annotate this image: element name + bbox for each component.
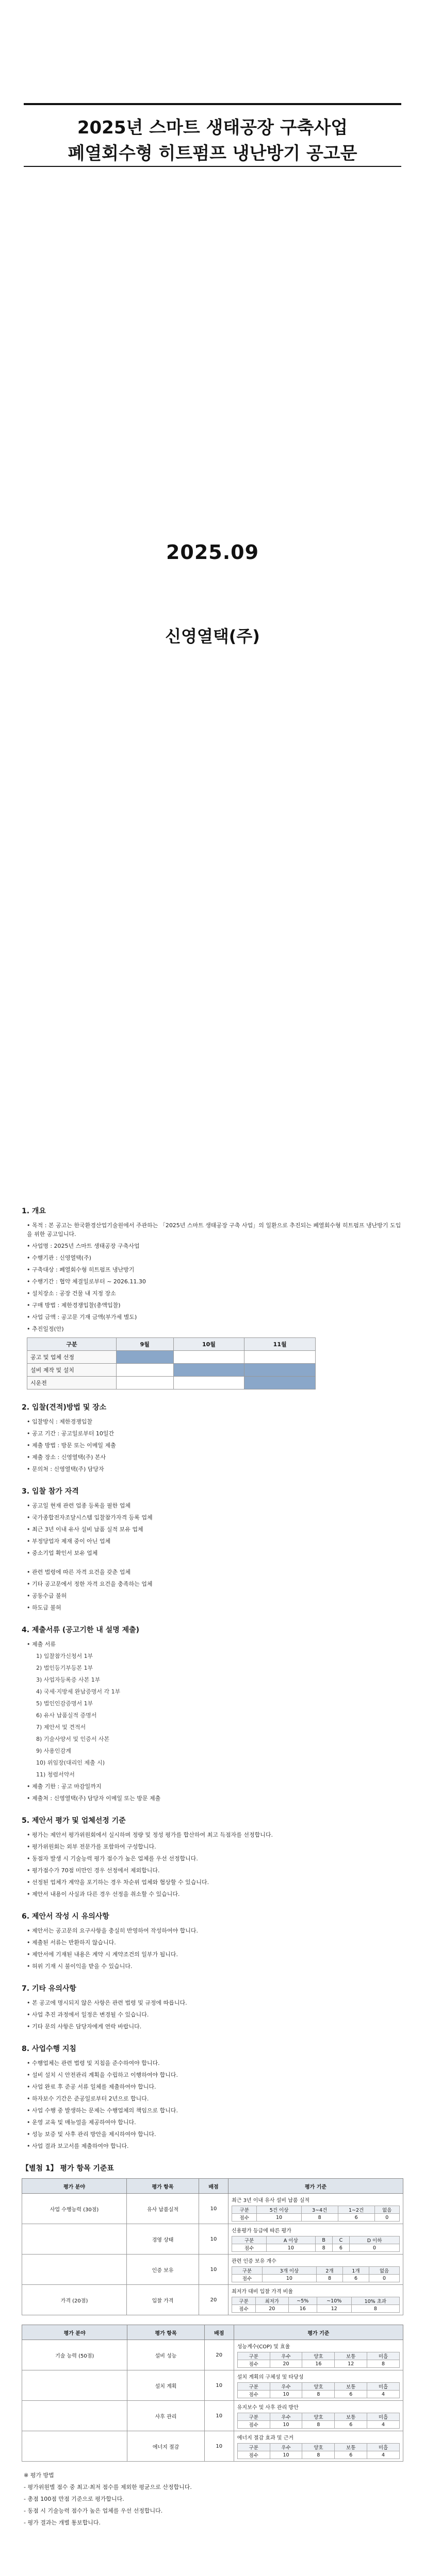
- schedule-bar-active: [244, 1377, 316, 1389]
- score-scale-cell: 8: [302, 2391, 335, 2398]
- bullet-text: • 수행기간 : 협약 체결일로부터 ~ 2026.11.30: [27, 1278, 146, 1285]
- section-4: [22, 1624, 403, 1803]
- schedule-header-cell: 11월: [244, 1338, 316, 1351]
- evaluation-category: [22, 2370, 127, 2401]
- score-scale-cell: 점수: [237, 2360, 270, 2368]
- score-scale-cell: 2개: [316, 2267, 342, 2275]
- score-scale-cell: 점수: [232, 2244, 267, 2252]
- score-scale-cell: 4: [367, 2421, 400, 2429]
- schedule-bar-active: [117, 1351, 174, 1364]
- note-text: - 동점 시 기술능력 점수가 높은 업체를 우선 선정합니다.: [24, 2507, 163, 2514]
- bullet-text: 4) 국세·지방세 완납증명서 각 1부: [36, 1688, 121, 1695]
- evaluation-score: 10: [199, 2194, 228, 2224]
- score-scale-cell: 3~4건: [301, 2206, 338, 2214]
- evaluation-row: [22, 2340, 403, 2370]
- score-scale-table: [232, 2206, 400, 2222]
- note-text: - 총점 100점 만점 기준으로 평가합니다.: [24, 2496, 124, 2502]
- score-scale-cell: 최저가: [255, 2297, 288, 2305]
- score-scale-cell: 16: [302, 2360, 335, 2368]
- bullet-text: • 설비 설치 시 안전관리 계획을 수립하고 이행하여야 합니다.: [27, 2072, 178, 2078]
- bullet-text: • 제출 서류: [27, 1641, 56, 1648]
- cover-page: [0, 0, 425, 1185]
- bullet-text: • 기타 문의 사항은 담당자에게 연락 바랍니다.: [27, 2023, 142, 2030]
- score-scale-cell: 보통: [335, 2383, 367, 2391]
- score-scale-cell: 20: [270, 2360, 302, 2368]
- bullet-text: 5) 법인인감증명서 1부: [36, 1700, 93, 1707]
- score-scale-cell: 6: [335, 2451, 367, 2459]
- evaluation-header-cell: 평가 분야: [22, 2325, 127, 2340]
- section-3: [22, 1486, 403, 1612]
- bullet-text: • 제출 방법 : 방문 또는 이메일 제출: [27, 1442, 116, 1449]
- bullet-text: • 제출된 서류는 반환하지 않습니다.: [27, 1939, 116, 1946]
- score-scale-cell: 구분: [232, 2267, 263, 2275]
- score-scale-cell: 양호: [302, 2352, 335, 2360]
- score-scale-cell: 10: [267, 2244, 315, 2252]
- bullet-text: • 설치장소 : 공장 건물 내 지정 장소: [27, 1290, 116, 1297]
- bullet-text: • 국가종합전자조달시스템 입찰참가자격 등록 업체: [27, 1514, 153, 1521]
- score-scale-cell: 6: [332, 2244, 349, 2252]
- title-bottom-rule: [24, 166, 401, 167]
- bullet-text: • 평가는 제안서 평가위원회에서 실시하며 정량 및 정성 평가를 합산하여 최고 득점자를 선정합니다.: [27, 1832, 273, 1838]
- evaluation-row: [22, 2401, 403, 2431]
- schedule-bar-empty: [173, 1351, 244, 1364]
- score-scale-table: [237, 2443, 400, 2459]
- score-scale-cell: 8: [302, 2421, 335, 2429]
- bullet-text: 2) 법인등기부등본 1부: [36, 1665, 93, 1671]
- section-5: [22, 1815, 403, 1899]
- bullet-text: • 제안서 내용이 사실과 다른 경우 선정을 취소할 수 있습니다.: [27, 1891, 180, 1897]
- score-scale-cell: 4: [367, 2451, 400, 2459]
- schedule-bar-active: [173, 1364, 244, 1377]
- schedule-bar-empty: [117, 1377, 174, 1389]
- bullet-text: • 최근 3년 이내 유사 설비 납품 실적 보유 업체: [27, 1526, 143, 1533]
- score-scale-cell: 구분: [237, 2383, 270, 2391]
- bullet-text: • 구매 방법 : 제한경쟁입찰(총액입찰): [27, 1302, 121, 1309]
- score-scale-cell: 6: [335, 2391, 367, 2398]
- score-scale-cell: 구분: [232, 2297, 256, 2305]
- score-scale-table: [232, 2236, 400, 2252]
- evaluation-table-2: [22, 2325, 403, 2462]
- cover-title-line1: 2025년 스마트 생태공장 구축사업: [77, 117, 348, 138]
- score-scale-cell: 6: [338, 2214, 374, 2222]
- criteria-text: 최근 3년 이내 유사 설비 납품 실적: [232, 2198, 310, 2204]
- schedule-table: [27, 1337, 316, 1389]
- score-scale-cell: 미흡: [367, 2413, 400, 2421]
- bullet-text: • 선정된 업체가 계약을 포기하는 경우 차순위 업체와 협상할 수 있습니다.: [27, 1879, 209, 1886]
- score-scale-cell: 구분: [232, 2236, 267, 2244]
- schedule-header-cell: 구분: [27, 1338, 117, 1351]
- score-scale-cell: 8: [315, 2244, 332, 2252]
- score-scale-cell: 0: [350, 2244, 400, 2252]
- note-text: ※ 평가 방법: [24, 2472, 54, 2479]
- section-heading: 7. 기타 유의사항: [22, 1985, 76, 1993]
- score-scale-cell: D 이하: [350, 2236, 400, 2244]
- cover-organization: 신영열택(주): [165, 626, 260, 646]
- score-scale-cell: 보통: [335, 2352, 367, 2360]
- bullet-text: • 사업명 : 2025년 스마트 생태공장 구축사업: [27, 1243, 140, 1249]
- score-scale-cell: 0: [374, 2214, 399, 2222]
- evaluation-criteria: [228, 2194, 403, 2224]
- annex-title: 【별첨 1】 평가 항목 기준표: [22, 2164, 114, 2173]
- evaluation-item: 사후 관리: [127, 2401, 204, 2431]
- schedule-bar-active: [244, 1364, 316, 1377]
- schedule-task-name: 설비 제작 및 설치: [27, 1364, 117, 1377]
- evaluation-score: 20: [204, 2340, 234, 2370]
- evaluation-score: 20: [199, 2285, 228, 2315]
- evaluation-criteria: [234, 2370, 403, 2401]
- section-heading: 3. 입찰 참가 자격: [22, 1487, 79, 1496]
- score-scale-cell: 구분: [237, 2444, 270, 2451]
- bullet-text: • 사업 수행 중 발생하는 문제는 수행업체의 책임으로 합니다.: [27, 2107, 178, 2114]
- evaluation-row: [22, 2255, 403, 2285]
- schedule-row: [27, 1364, 316, 1377]
- score-scale-cell: 우수: [270, 2383, 302, 2391]
- bullet-text: • 사업 결과 보고서를 제출하여야 합니다.: [27, 2143, 129, 2149]
- section-heading: 8. 사업수행 지침: [22, 2045, 76, 2053]
- score-scale-cell: 4: [367, 2391, 400, 2398]
- schedule-header-cell: 9월: [117, 1338, 174, 1351]
- bullet-text: • 본 공고에 명시되지 않은 사항은 관련 법령 및 규정에 따릅니다.: [27, 1999, 187, 2006]
- score-scale-table: [237, 2413, 400, 2429]
- bullet-text: • 하자보수 기간은 준공일로부터 2년으로 합니다.: [27, 2095, 149, 2102]
- criteria-text: 관련 인증 보유 개수: [232, 2259, 276, 2264]
- criteria-text: 설치 계획의 구체성 및 타당성: [237, 2375, 304, 2380]
- criteria-text: 에너지 절감 효과 및 근거: [237, 2435, 294, 2441]
- criteria-text: 최저가 대비 입찰 가격 비율: [232, 2289, 293, 2295]
- evaluation-score: 10: [204, 2431, 234, 2462]
- evaluation-category: [22, 2431, 127, 2462]
- section-2: [22, 1402, 403, 1473]
- score-scale-cell: 8: [302, 2451, 335, 2459]
- section-heading: 4. 제출서류 (공고기한 내 설명 제출): [22, 1626, 140, 1634]
- score-scale-table: [237, 2352, 400, 2368]
- evaluation-table-1: [22, 2178, 403, 2315]
- bullet-text: 10) 위임장(대리인 제출 시): [36, 1759, 105, 1766]
- bullet-text: • 사업 완료 후 준공 서류 일체를 제출하여야 합니다.: [27, 2083, 156, 2090]
- bullet-text: • 성능 보증 및 사후 관리 방안을 제시하여야 합니다.: [27, 2131, 156, 2138]
- score-scale-cell: 우수: [270, 2444, 302, 2451]
- score-scale-cell: 보통: [335, 2413, 367, 2421]
- score-scale-cell: 없음: [374, 2206, 399, 2214]
- score-scale-cell: 점수: [237, 2421, 270, 2429]
- score-scale-cell: 3개 이상: [262, 2267, 316, 2275]
- score-scale-cell: 미흡: [367, 2352, 400, 2360]
- bullet-text: • 중소기업 확인서 보유 업체: [27, 1550, 98, 1556]
- score-scale-cell: 8: [367, 2360, 400, 2368]
- section-heading: 5. 제안서 평가 및 업체선정 기준: [22, 1817, 126, 1825]
- score-scale-cell: 구분: [237, 2413, 270, 2421]
- bullet-text: • 평가점수가 70점 미만인 경우 선정에서 제외합니다.: [27, 1867, 160, 1874]
- evaluation-criteria: [234, 2401, 403, 2431]
- evaluation-category: 기술 능력 (50점): [22, 2340, 127, 2370]
- score-scale-table: [232, 2266, 400, 2282]
- score-scale-cell: 우수: [270, 2352, 302, 2360]
- score-scale-cell: 양호: [302, 2413, 335, 2421]
- criteria-text: 신용평가 등급에 따른 평가: [232, 2228, 291, 2234]
- evaluation-item: 설치 계획: [127, 2370, 204, 2401]
- schedule-bar-empty: [117, 1364, 174, 1377]
- score-scale-cell: 6: [342, 2275, 369, 2282]
- evaluation-row: [22, 2431, 403, 2462]
- evaluation-score: 10: [199, 2255, 228, 2285]
- cover-date: 2025.09: [166, 541, 259, 564]
- score-scale-table: [232, 2297, 400, 2313]
- score-scale-cell: 10: [270, 2421, 302, 2429]
- section-6: [22, 1911, 403, 1971]
- bullet-text: 1) 입찰참가신청서 1부: [36, 1653, 93, 1659]
- bullet-text: • 공동수급 불허: [27, 1592, 67, 1599]
- schedule-task-name: 시운전: [27, 1377, 117, 1389]
- score-scale-cell: 미흡: [367, 2444, 400, 2451]
- bullet-text: 6) 유사 납품실적 증명서: [36, 1712, 97, 1719]
- bullet-text: • 구축대상 : 폐열회수형 히트펌프 냉난방기: [27, 1266, 135, 1273]
- bullet-text: • 제출 장소 : 신영열택(주) 본사: [27, 1454, 106, 1461]
- bullet-text: • 허위 기재 시 불이익을 받을 수 있습니다.: [27, 1963, 133, 1970]
- score-scale-cell: 점수: [232, 2214, 257, 2222]
- evaluation-score: 10: [199, 2224, 228, 2255]
- evaluation-criteria: [228, 2224, 403, 2255]
- bullet-text: • 목적 : 본 공고는 한국환경산업기술원에서 주관하는 「2025년 스마트 생태공장 구축 사업」의 일환으로 추진되는 폐열회수형 히트펌프 냉난방기 도입을 위한 공고입니다.: [27, 1222, 401, 1238]
- spacer: [22, 1561, 403, 1568]
- score-scale-cell: 8: [351, 2305, 399, 2313]
- score-scale-cell: 없음: [369, 2267, 400, 2275]
- score-scale-cell: 12: [317, 2305, 351, 2313]
- bullet-text: • 문의처 : 신영열택(주) 담당자: [27, 1466, 104, 1472]
- score-scale-table: [237, 2382, 400, 2398]
- schedule-row: [27, 1351, 316, 1364]
- schedule-bar-empty: [244, 1351, 316, 1364]
- criteria-text: 성능계수(COP) 및 효율: [237, 2344, 290, 2350]
- evaluation-header-cell: 평가 기준: [234, 2325, 403, 2340]
- score-scale-cell: 점수: [232, 2275, 263, 2282]
- evaluation-score: 10: [204, 2401, 234, 2431]
- section-heading: 6. 제안서 작성 시 유의사항: [22, 1912, 109, 1921]
- bullet-text: • 기타 공고문에서 정한 자격 요건을 충족하는 업체: [27, 1581, 153, 1587]
- evaluation-item: 경영 상태: [127, 2224, 199, 2255]
- bullet-text: • 공고 기간 : 공고일로부터 10일간: [27, 1430, 115, 1437]
- evaluation-row: [22, 2194, 403, 2224]
- score-scale-cell: A 이상: [267, 2236, 315, 2244]
- score-scale-cell: 점수: [237, 2391, 270, 2398]
- document-body: [22, 1206, 403, 2530]
- score-scale-cell: 5건 이상: [257, 2206, 301, 2214]
- evaluation-criteria: [228, 2285, 403, 2315]
- score-scale-cell: 20: [255, 2305, 288, 2313]
- score-scale-cell: 8: [301, 2214, 338, 2222]
- evaluation-notes: [22, 2471, 403, 2527]
- score-scale-cell: 점수: [232, 2305, 256, 2313]
- evaluation-header-cell: 배점: [204, 2325, 234, 2340]
- bullet-text: • 하도급 불허: [27, 1604, 61, 1611]
- evaluation-item: 입찰 가격: [127, 2285, 199, 2315]
- score-scale-cell: 우수: [270, 2413, 302, 2421]
- section-8: [22, 2043, 403, 2150]
- evaluation-item: 인증 보유: [127, 2255, 199, 2285]
- score-scale-cell: 12: [335, 2360, 367, 2368]
- evaluation-category: [22, 2224, 127, 2255]
- schedule-task-name: 공고 및 업체 선정: [27, 1351, 117, 1364]
- bullet-text: • 입찰방식 : 제한경쟁입찰: [27, 1418, 92, 1425]
- score-scale-cell: 구분: [232, 2206, 257, 2214]
- score-scale-cell: ~5%: [288, 2297, 317, 2305]
- evaluation-header-cell: 배점: [199, 2179, 228, 2194]
- evaluation-header-cell: 평가 분야: [22, 2179, 127, 2194]
- note-text: - 평가 결과는 개별 통보합니다.: [24, 2519, 101, 2526]
- bullet-text: • 평가위원회는 외부 전문가를 포함하여 구성합니다.: [27, 1843, 156, 1850]
- evaluation-category: 사업 수행능력 (30점): [22, 2194, 127, 2224]
- bullet-text: • 추진일정(안): [27, 1326, 64, 1332]
- score-scale-cell: 10% 초과: [351, 2297, 399, 2305]
- bullet-text: • 제출처 : 신영열택(주) 담당자 이메일 또는 방문 제출: [27, 1795, 161, 1802]
- evaluation-row: [22, 2370, 403, 2401]
- evaluation-item: 유사 납품실적: [127, 2194, 199, 2224]
- score-scale-cell: 미흡: [367, 2383, 400, 2391]
- bullet-text: 3) 사업자등록증 사본 1부: [36, 1676, 101, 1683]
- cover-title-line2: 폐열회수형 히트펌프 냉난방기 공고문: [68, 143, 357, 164]
- score-scale-cell: 양호: [302, 2444, 335, 2451]
- bullet-text: 9) 사용인감계: [36, 1748, 71, 1754]
- evaluation-category: [22, 2255, 127, 2285]
- criteria-text: 유지보수 및 사후 관리 방안: [237, 2405, 299, 2411]
- bullet-text: • 제안서는 공고문의 요구사항을 충실히 반영하여 작성하여야 합니다.: [27, 1927, 198, 1934]
- bullet-text: • 관련 법령에 따른 자격 요건을 갖춘 업체: [27, 1569, 130, 1575]
- score-scale-cell: 10: [257, 2214, 301, 2222]
- score-scale-cell: 1개: [342, 2267, 369, 2275]
- bullet-text: • 제출 기한 : 공고 마감일까지: [27, 1783, 102, 1790]
- bullet-text: • 사업 금액 : 공고문 기재 금액(부가세 별도): [27, 1314, 137, 1320]
- evaluation-category: 가격 (20점): [22, 2285, 127, 2315]
- evaluation-category: [22, 2401, 127, 2431]
- score-scale-cell: 보통: [335, 2444, 367, 2451]
- evaluation-item: 설비 성능: [127, 2340, 204, 2370]
- bullet-text: • 공고일 현재 관련 업종 등록을 필한 업체: [27, 1502, 130, 1509]
- score-scale-cell: B: [315, 2236, 332, 2244]
- evaluation-criteria: [234, 2340, 403, 2370]
- evaluation-item: 에너지 절감: [127, 2431, 204, 2462]
- bullet-text: • 사업 추진 과정에서 일정은 변경될 수 있습니다.: [27, 2011, 149, 2018]
- score-scale-cell: 양호: [302, 2383, 335, 2391]
- score-scale-cell: ~10%: [317, 2297, 351, 2305]
- bullet-text: • 부정당업자 제재 중이 아닌 업체: [27, 1538, 111, 1545]
- bullet-text: • 수행기관 : 신영열택(주): [27, 1255, 91, 1261]
- note-text: - 평가위원별 점수 중 최고·최저 점수를 제외한 평균으로 산정합니다.: [24, 2484, 192, 2490]
- section-7: [22, 1983, 403, 2031]
- score-scale-cell: 10: [270, 2451, 302, 2459]
- evaluation-header-cell: 평가 기준: [228, 2179, 403, 2194]
- evaluation-score: 10: [204, 2370, 234, 2401]
- section-heading: 2. 입찰(견적)방법 및 장소: [22, 1403, 107, 1412]
- bullet-text: 11) 청렴서약서: [36, 1771, 75, 1778]
- score-scale-cell: 구분: [237, 2352, 270, 2360]
- score-scale-cell: C: [332, 2236, 349, 2244]
- bullet-text: 7) 제안서 및 견적서: [36, 1724, 86, 1731]
- evaluation-row: [22, 2224, 403, 2255]
- score-scale-cell: 0: [369, 2275, 400, 2282]
- evaluation-header-cell: 평가 항목: [127, 2179, 199, 2194]
- bullet-text: • 수행업체는 관련 법령 및 지침을 준수하여야 합니다.: [27, 2060, 160, 2066]
- schedule-header-cell: 10월: [173, 1338, 244, 1351]
- bullet-text: 8) 기술사양서 및 인증서 사본: [36, 1736, 110, 1742]
- score-scale-cell: 1~2건: [338, 2206, 374, 2214]
- evaluation-criteria: [228, 2255, 403, 2285]
- evaluation-header-cell: 평가 항목: [127, 2325, 204, 2340]
- score-scale-cell: 8: [316, 2275, 342, 2282]
- section-1: [22, 1206, 403, 1389]
- bullet-text: • 동점자 발생 시 기술능력 평가 점수가 높은 업체를 우선 선정합니다.: [27, 1855, 198, 1862]
- schedule-row: [27, 1377, 316, 1389]
- score-scale-cell: 점수: [237, 2451, 270, 2459]
- title-top-rule: [24, 103, 401, 105]
- evaluation-criteria: [234, 2431, 403, 2462]
- bullet-text: • 제안서에 기재된 내용은 계약 시 계약조건의 일부가 됩니다.: [27, 1951, 178, 1958]
- bullet-text: • 운영 교육 및 매뉴얼을 제공하여야 합니다.: [27, 2119, 136, 2126]
- section-heading: 1. 개요: [22, 1207, 46, 1215]
- schedule-bar-empty: [173, 1377, 244, 1389]
- score-scale-cell: 10: [262, 2275, 316, 2282]
- evaluation-row: [22, 2285, 403, 2315]
- score-scale-cell: 10: [270, 2391, 302, 2398]
- score-scale-cell: 16: [288, 2305, 317, 2313]
- score-scale-cell: 6: [335, 2421, 367, 2429]
